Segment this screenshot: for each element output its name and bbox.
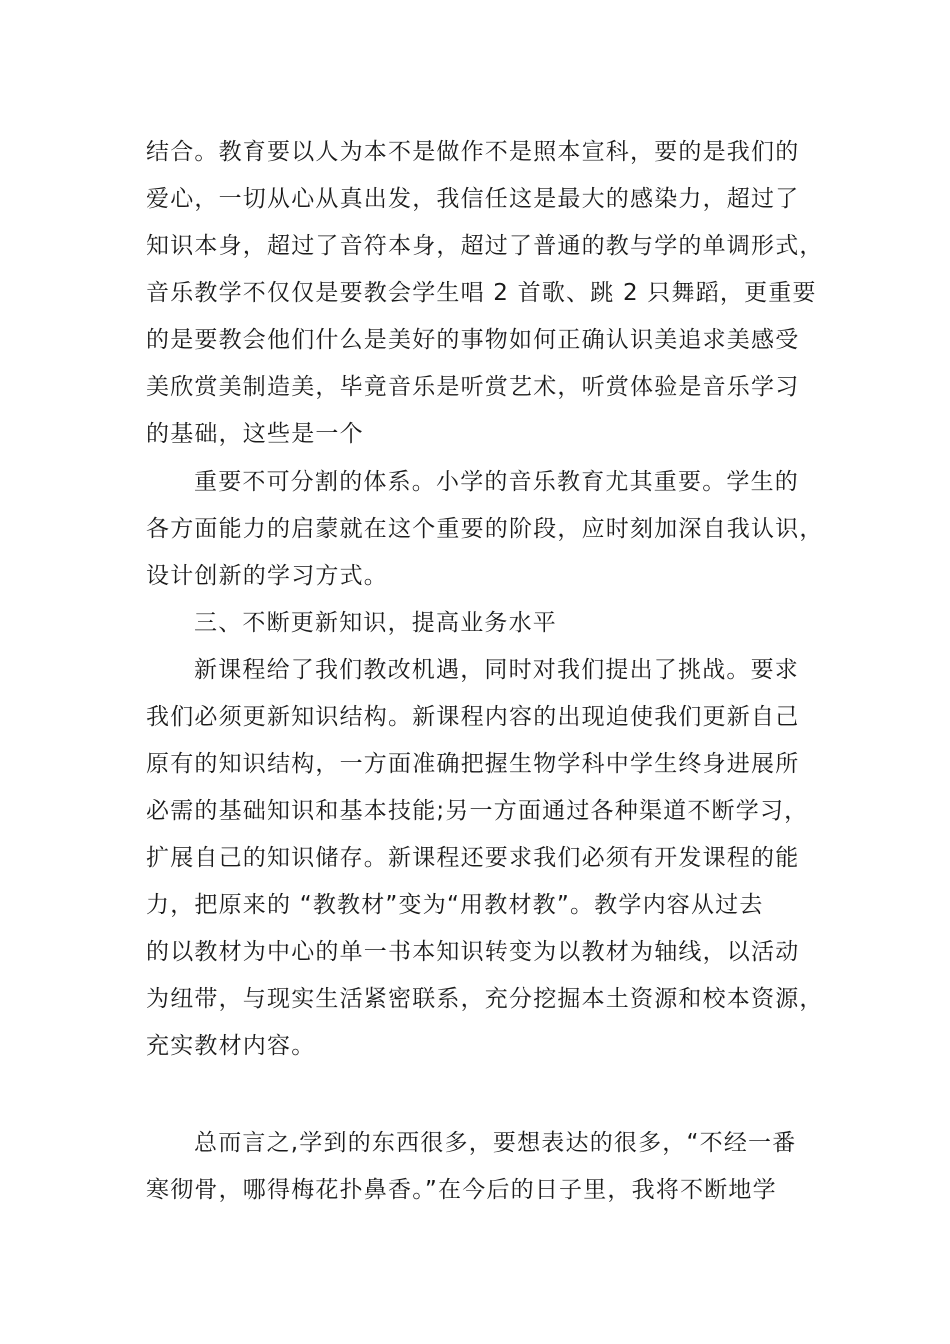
paragraph-first-line: 重要不可分割的体系。小学的音乐教育尤其重要。学生的 xyxy=(194,469,799,495)
body-text-line: 必需的基础知识和基本技能;另一方面通过各种渠道不断学习， xyxy=(146,798,809,824)
body-text-line: 为纽带，与现实生活紧密联系，充分挖掘本土资源和校本资源， xyxy=(146,986,824,1012)
body-text-line: 设计创新的学习方式。 xyxy=(146,563,388,589)
body-text-line: 结合。教育要以人为本不是做作不是照本宣科，要的是我们的 xyxy=(146,139,800,165)
body-text-line: 扩展自己的知识储存。新课程还要求我们必须有开发课程的能 xyxy=(146,845,800,871)
body-text-line: 知识本身，超过了音符本身，超过了普通的教与学的单调形式， xyxy=(146,233,824,259)
body-text-line: 美欣赏美制造美，毕竟音乐是听赏艺术，听赏体验是音乐学习 xyxy=(146,374,800,400)
body-text-line: 各方面能力的启蒙就在这个重要的阶段，应时刻加深自我认识， xyxy=(146,516,824,542)
body-text-line: 音乐教学不仅仅是要教会学生唱 2 首歌、跳 2 只舞蹈，更重要 xyxy=(146,280,817,306)
body-text-line: 的基础，这些是一个 xyxy=(146,421,364,447)
body-text-line: 力，把原来的 “教教材”变为“用教材教”。教学内容从过去 xyxy=(146,892,764,918)
body-text-line: 的以教材为中心的单一书本知识转变为以教材为轴线，以活动 xyxy=(146,939,800,965)
body-text-line: 爱心，一切从心从真出发，我信任这是最大的感染力，超过了 xyxy=(146,186,800,212)
body-text-line: 的是要教会他们什么是美好的事物如何正确认识美追求美感受 xyxy=(146,327,800,353)
section-heading: 三、不断更新知识，提高业务水平 xyxy=(194,610,557,636)
body-text-line: 我们必须更新知识结构。新课程内容的出现迫使我们更新自己 xyxy=(146,704,800,730)
body-text-line: 充实教材内容。 xyxy=(146,1033,316,1059)
paragraph-first-line: 新课程给了我们教改机遇，同时对我们提出了挑战。要求 xyxy=(194,657,799,683)
body-text-line: 寒彻骨，哪得梅花扑鼻香。”在今后的日子里，我将不断地学 xyxy=(146,1177,777,1203)
paragraph-first-line: 总而言之,学到的东西很多，要想表达的很多，“不经一番 xyxy=(194,1130,797,1156)
body-text-line: 原有的知识结构，一方面准确把握生物学科中学生终身进展所 xyxy=(146,751,800,777)
